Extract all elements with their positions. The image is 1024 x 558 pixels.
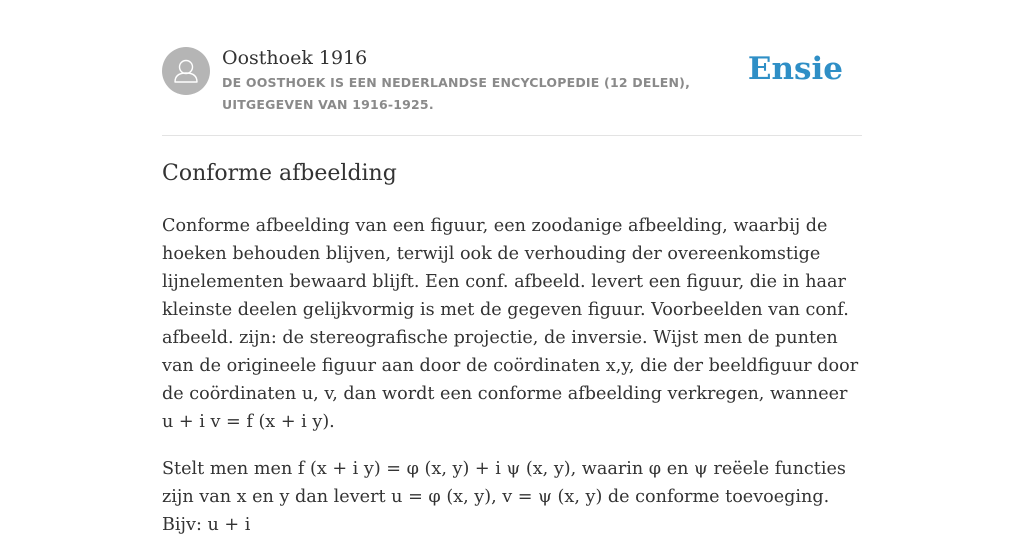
article-paragraph: Stelt men men f (x + i y) = φ (x, y) + i ψ (x, y), waarin φ en ψ reëele functies zijn van x en y dan levert u = φ (x, y), v = ψ (x, y) de conforme toevoeging. Bijv: u + i: [162, 459, 846, 535]
article-body: [162, 212, 862, 558]
ensie-logo[interactable]: Ensie: [747, 51, 843, 87]
user-icon: [162, 47, 210, 95]
source-description: DE OOSTHOEK IS EEN NEDERLANDSE ENCYCLOPEDIE (12 DELEN), UITGEGEVEN VAN 1916-1925.: [222, 75, 691, 112]
content-container: [162, 0, 862, 535]
article-paragraph: Conforme afbeelding van een figuur, een zoodanige afbeelding, waarbij de hoeken behouden blijven, terwijl ook de verhouding der overeenkomstige lijnelementen bewaard blijft. Een conf. afbeeld. levert een figuur, die in haar kleinste deelen gelijkvormig is met de gegeven figuur. Voorbeelden van conf. afbeeld. zijn: de stereografische projectie, de inversie. Wijst men de punten van de origineele figuur aan door de coördinaten x,y, die der beeldfiguur door de coördinaten u, v, dan wordt een conforme afbeelding verkregen, wanneer u + i v = f (x + i y).: [162, 216, 859, 432]
source-header: [162, 0, 862, 136]
article-title: Conforme afbeelding: [162, 161, 397, 186]
source-title[interactable]: Oosthoek 1916: [222, 47, 368, 69]
avatar[interactable]: [162, 47, 210, 95]
